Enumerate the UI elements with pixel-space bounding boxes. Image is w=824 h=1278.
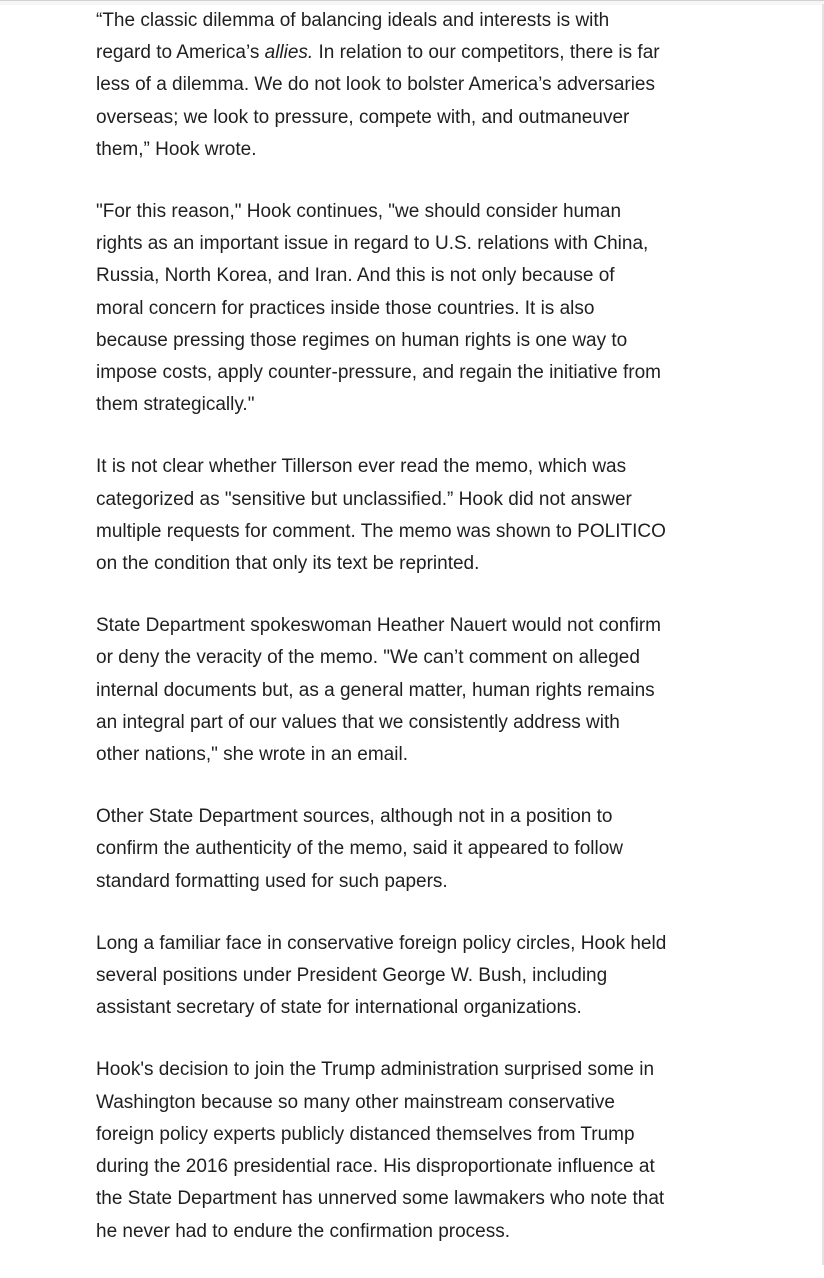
article-paragraph: [96, 451, 716, 580]
paragraph-line: Washington because so many other mainstream conservative: [96, 1091, 615, 1113]
paragraph-line: foreign policy experts publicly distanced themselves from Trump: [96, 1123, 635, 1145]
paragraph-line: during the 2016 presidential race. His disproportionate influence at: [96, 1156, 655, 1178]
paragraph-line: Long a familiar face in conservative foreign policy circles, Hook held: [96, 932, 667, 954]
paragraph-line: because pressing those regimes on human rights is one way to: [96, 329, 628, 351]
paragraph-line: Hook's decision to join the Trump administration surprised some in: [96, 1059, 655, 1081]
article-paragraph: [96, 801, 716, 898]
paragraph-line: confirm the authenticity of the memo, said it appeared to follow: [96, 838, 623, 860]
paragraph-line: rights as an important issue in regard to U.S. relations with China,: [96, 233, 649, 255]
paragraph-line: State Department spokeswoman Heather Nauert would not confirm: [96, 615, 661, 637]
paragraph-line: assistant secretary of state for international organizations.: [96, 997, 582, 1019]
paragraph-line: regard to America’s allies. In relation to our competitors, there is far: [96, 42, 660, 64]
article-paragraph: [96, 196, 716, 421]
paragraph-line: on the condition that only its text be reprinted.: [96, 553, 480, 575]
paragraph-line: Russia, North Korea, and Iran. And this is not only because of: [96, 265, 615, 287]
paragraph-line: internal documents but, as a general matter, human rights remains: [96, 679, 655, 701]
article-paragraph: [96, 1054, 716, 1247]
paragraph-line: “The classic dilemma of balancing ideals and interests is with: [96, 10, 610, 31]
paragraph-line: them,” Hook wrote.: [96, 138, 257, 160]
paragraph-line: impose costs, apply counter-pressure, and regain the initiative from: [96, 362, 661, 384]
paragraph-line: less of a dilemma. We do not look to bolster America’s adversaries: [96, 74, 655, 96]
paragraph-line: multiple requests for comment. The memo was shown to POLITICO: [96, 520, 666, 542]
article-paragraph: [96, 610, 716, 771]
article-paragraph: [96, 928, 716, 1025]
paragraph-line: moral concern for practices inside those countries. It is also: [96, 297, 595, 319]
paragraph-line: overseas; we look to pressure, compete with, and outmaneuver: [96, 106, 630, 128]
paragraph-line: It is not clear whether Tillerson ever read the memo, which was: [96, 456, 627, 478]
paragraph-line: Other State Department sources, although not in a position to: [96, 806, 613, 828]
paragraph-line: the State Department has unnerved some lawmakers who note that: [96, 1188, 665, 1210]
paragraph-line: he never had to endure the confirmation process.: [96, 1220, 511, 1242]
article-body: [96, 5, 716, 1278]
paragraph-line: "For this reason," Hook continues, "we should consider human: [96, 201, 622, 223]
paragraph-line: several positions under President George W. Bush, including: [96, 965, 608, 987]
article-paragraph: [96, 5, 716, 166]
emphasized-text: allies.: [264, 42, 314, 64]
paragraph-line: other nations," she wrote in an email.: [96, 744, 408, 766]
paragraph-line: an integral part of our values that we consistently address with: [96, 711, 620, 733]
paragraph-line: them strategically.": [96, 394, 255, 416]
paragraph-line: standard formatting used for such papers.: [96, 870, 448, 892]
paragraph-line: or deny the veracity of the memo. "We can’t comment on alleged: [96, 647, 640, 669]
paragraph-line: categorized as "sensitive but unclassified.” Hook did not answer: [96, 488, 632, 510]
